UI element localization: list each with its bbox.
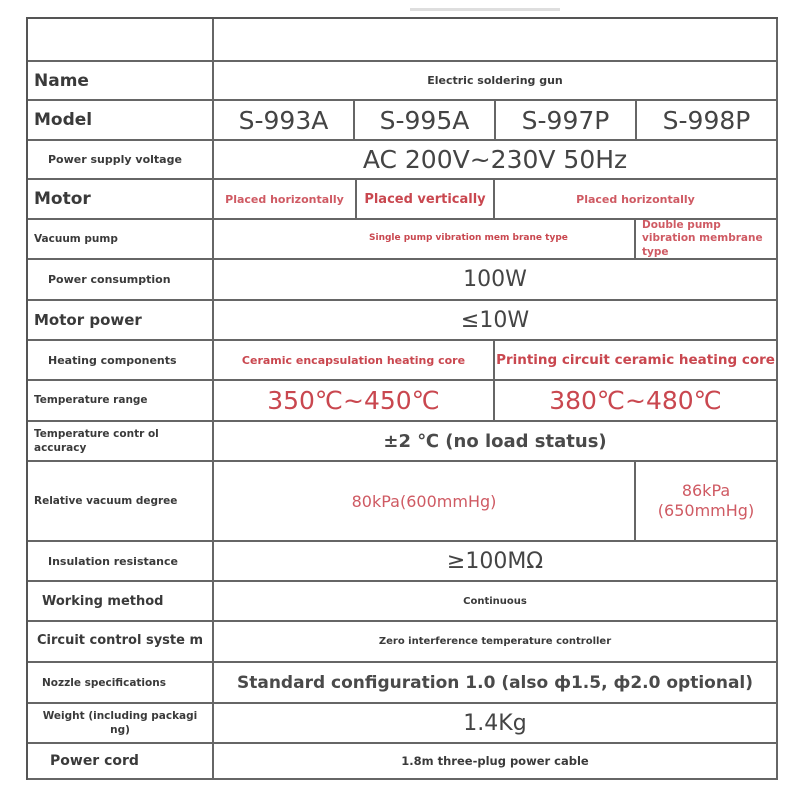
motor-power-value: ≤10W [214,301,778,341]
power-supply-value: AC 200V~230V 50Hz [214,141,778,180]
motor-value-1: Placed horizontally [214,180,357,220]
weight-value: 1.4Kg [214,704,778,744]
spec-table [26,17,778,780]
motor-value-3: Placed horizontally [495,180,778,220]
circuit-control-value: Zero interference temperature controller [214,622,778,663]
temp-range-value-2: 380℃~480℃ [495,381,778,422]
row-label-nozzle: Nozzle specifications [28,663,214,704]
row-label-name: Name [28,62,214,101]
row-label-vacuum-degree: Relative vacuum degree [28,462,214,542]
top-decoration [410,8,560,11]
temp-accuracy-value: ±2 ℃ (no load status) [214,422,778,462]
row-label-power-cord: Power cord [28,744,214,780]
row-label-insulation: Insulation resistance [28,542,214,582]
heating-value-2: Printing circuit ceramic heating core [495,341,778,381]
row-label-weight: Weight (including packagi ng) [28,704,214,744]
name-value: Electric soldering gun [214,62,778,101]
header-blank-label [28,19,214,62]
heating-value-1: Ceramic encapsulation heating core [214,341,495,381]
working-method-value: Continuous [214,582,778,622]
row-label-temp-accuracy: Temperature contr ol accuracy [28,422,214,462]
model-value-1: S-993A [214,101,355,141]
row-label-working-method: Working method [28,582,214,622]
vacuum-degree-value-2: 86kPa (650mmHg) [636,462,778,542]
temp-range-value-1: 350℃~450℃ [214,381,495,422]
row-label-motor: Motor [28,180,214,220]
nozzle-value: Standard configuration 1.0 (also ф1.5, ф2.0 optional) [214,663,778,704]
model-value-2: S-995A [355,101,496,141]
row-label-power-consumption: Power consumption [28,260,214,301]
row-label-motor-power: Motor power [28,301,214,341]
model-value-3: S-997P [496,101,637,141]
header-blank-value [214,19,778,62]
motor-value-2: Placed vertically [357,180,495,220]
vacuum-pump-value-1: Single pump vibration mem brane type [214,220,636,260]
power-consumption-value: 100W [214,260,778,301]
insulation-value: ≥100MΩ [214,542,778,582]
row-label-heating: Heating components [28,341,214,381]
vacuum-pump-value-2: Double pump vibration membrane type [636,220,778,260]
row-label-vacuum-pump: Vacuum pump [28,220,214,260]
row-label-model: Model [28,101,214,141]
power-cord-value: 1.8m three-plug power cable [214,744,778,780]
row-label-power-supply: Power supply voltage [28,141,214,180]
model-value-4: S-998P [637,101,778,141]
row-label-temp-range: Temperature range [28,381,214,422]
row-label-circuit-control: Circuit control syste m [28,622,214,663]
vacuum-degree-value-1: 80kPa(600mmHg) [214,462,636,542]
